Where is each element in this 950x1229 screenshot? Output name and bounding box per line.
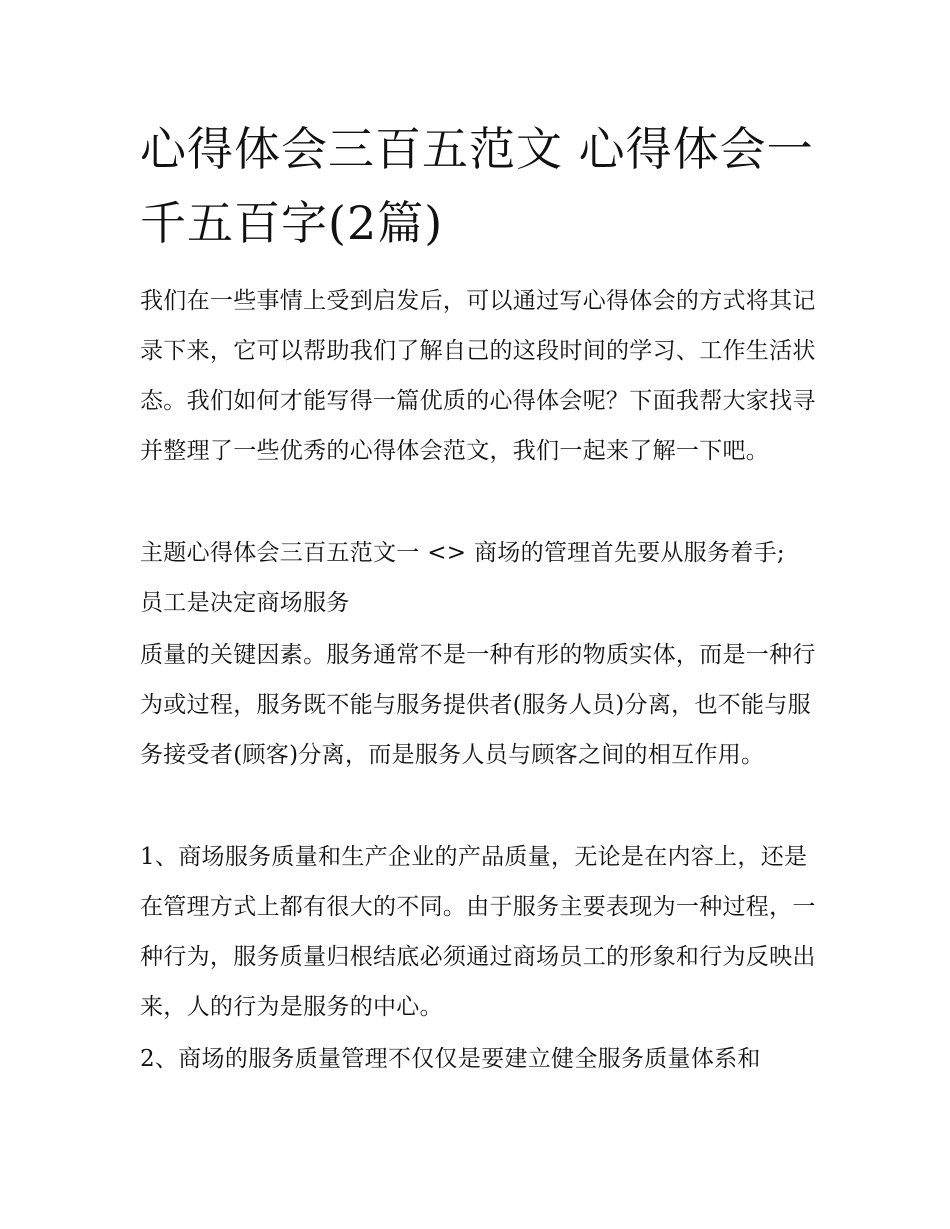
topic-heading bbox=[140, 528, 820, 628]
topic-heading-line-1: 主题心得体会三百五范文一 <> 商场的管理首先要从服务着手; bbox=[140, 540, 785, 566]
point-1-paragraph: 1、商场服务质量和生产企业的产品质量，无论是在内容上，还是在管理方式上都有很大的不同。由于服务主要表现为一种过程，一种行为，服务质量归根结底必须通过商场员工的形象和行为反映出来，人的行为是服务的中心。 bbox=[140, 844, 816, 1020]
point-2-paragraph: 2、商场的服务质量管理不仅仅是要建立健全服务质量体系和 bbox=[140, 1046, 761, 1072]
document-title: 心得体会三百五范文 心得体会一千五百字(2篇) bbox=[140, 122, 814, 250]
topic-heading-line-2: 员工是决定商场服务 bbox=[140, 590, 350, 616]
service-paragraph: 质量的关键因素。服务通常不是一种有形的物质实体，而是一种行为或过程，服务既不能与服务提供者(服务人员)分离，也不能与服务接受者(顾客)分离，而是服务人员与顾客之间的相互作用。 bbox=[140, 642, 816, 768]
intro-paragraph: 我们在一些事情上受到启发后，可以通过写心得体会的方式将其记录下来，它可以帮助我们了解自己的这段时间的学习、工作生活状态。我们如何才能写得一篇优质的心得体会呢？下面我帮大家找寻并整理了一些优秀的心得体会范文，我们一起来了解一下吧。 bbox=[140, 288, 816, 464]
